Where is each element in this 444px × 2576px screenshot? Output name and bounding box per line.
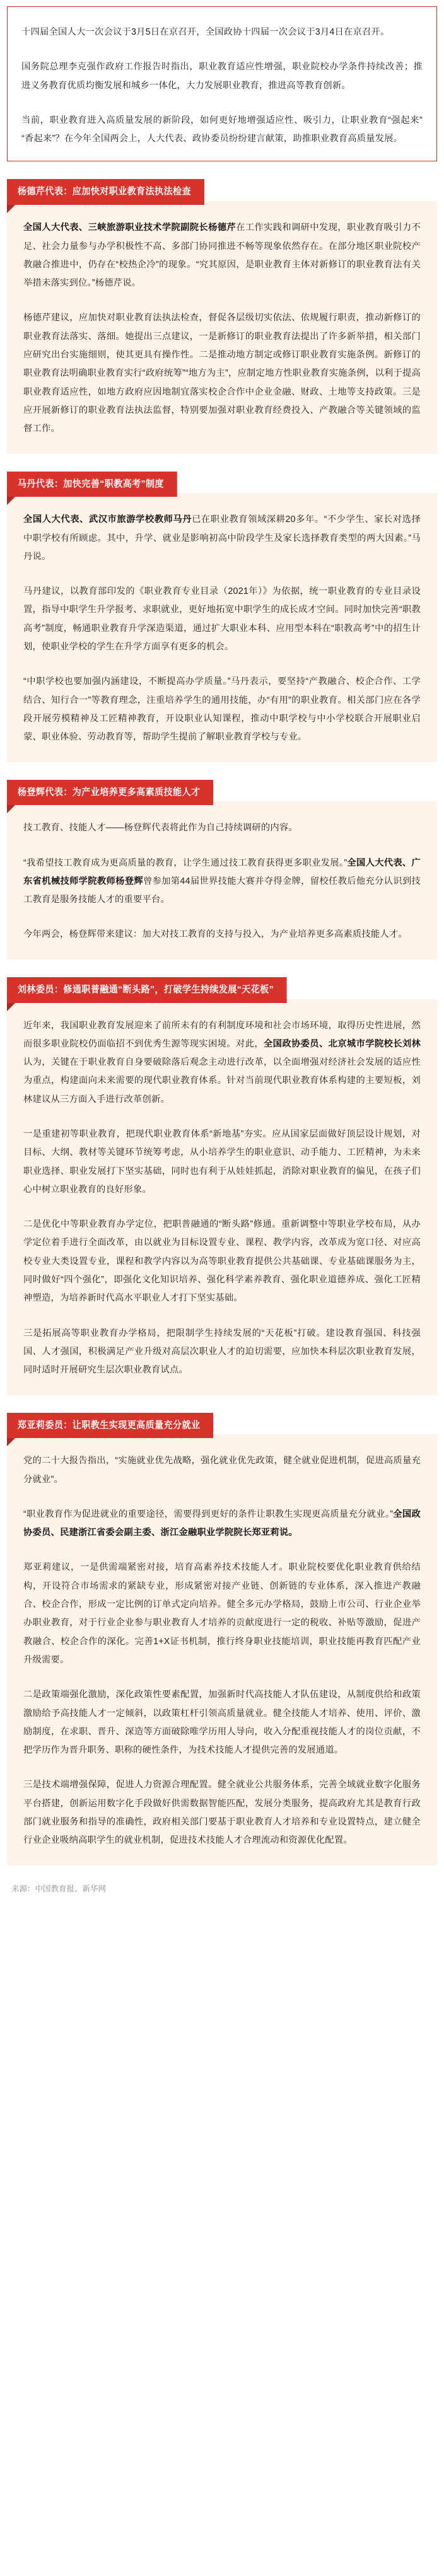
inline-bold-text: 全国政协委员、民建浙江省委会副主委、浙江金融职业学院院长郑亚莉说。 [23, 1509, 421, 1538]
section-yang-denghui [7, 780, 437, 960]
section-heading: 刘林委员：修通职普融通“断头路”，打破学生持续发展“天花板” [7, 977, 287, 1003]
intro-paragraph: 当前，职业教育进入高质量发展的新阶段，如何更好地增强适应性、吸引力，让职业教育“强起来”“香起来”？在今年全国两会上，人大代表、政协委员纷纷建言献策，助推职业教育高质量发展。 [21, 115, 423, 144]
banner-tail-icon [7, 805, 15, 813]
section-zheng-yali [7, 1413, 437, 1865]
section-paragraph [23, 854, 421, 910]
section-ma-dan [7, 472, 437, 762]
paragraph-tail-text: 认为，关键在于职业教育自身要破除落后观念主动进行改革，以全面增强对经济社会发展的适应性为重点，构建面向未来需要的现代职业教育体系。针对当前现代职业教育体系构建的主要短板，刘林建议从三方面入手进行改革创新。 [23, 1057, 421, 1105]
section-paragraph: 一是重建初等职业教育，把现代职业教育体系“新地基”夯实。应从国家层面做好顶层设计规划，对目标、大纲、教材等关键环节统筹考虑，从小培养学生的职业意识、动手能力、工匠精神，为未来职业选择、职业发展打下坚实基础，同时也有利于从娃娃抓起，消除对职业教育的偏见，在孩子们心中树立职业教育的良好形象。 [23, 1128, 421, 1195]
banner-tail-icon [7, 205, 15, 213]
section-heading: 马丹代表：加快完善“职教高考”制度 [7, 472, 177, 497]
paragraph-tail-text: 曾参加第44届世界技能大赛并夺得金牌，留校任教后他充分认识到技工教育是服务技能人才的重要平台。 [23, 876, 421, 905]
section-paragraph: 三是拓展高等职业教育办学格局，把限制学生持续发展的“天花板”打破。建设教育强国、科技强国、人才强国，积极满足产业升级对高层次职业人才的迫切需要，应加快本科层次职业教育发展，同时适时开展研究生层次职业教育试点。 [23, 1328, 421, 1376]
section-body [7, 999, 437, 1395]
section-paragraph: 三是技术端增强保障，促进人力资源合理配置。健全就业公共服务体系，完善全域就业数字化服务平台搭建，创新运用数字化手段做好供需数据智能匹配，发展分类服务，提高政府尤其是教育行政部门就业服务和指导的准确性，政府相关部门要基于职业教育人才培养和专业设置特点，建立健全行业企业吸纳高职学生的就业机制，促进技术技能人才合理流动和资源优化配置。 [23, 1780, 421, 1846]
section-header-wrap [7, 780, 437, 806]
banner-tail-icon [7, 497, 15, 505]
section-paragraph [23, 219, 421, 293]
section-paragraph [23, 511, 421, 566]
article-page [0, 6, 444, 1896]
section-paragraph: 杨德芹建议，应加快对职业教育法执法检查，督促各层级切实依法、依规履行职责，推动新修订的职业教育法落实、落细。她提出三点建议，一是新修订的职业教育法提出了许多新举措，相关部门应研究出台实施细则，使其更具有操作性。二是推动地方制定或修订职业教育实施条例。新修订的职业教育法明确职业教育实行“政府统筹”“地方为主”，应制定地方性职业教育实施条例，以利于提高职业教育适应性，如地方政府应因地制宜落实校企合作中企业金融、财政、土地等支持政策。三是应开展新修订的职业教育法执法监督，特别要加强对职业教育经费投入、产教融合等关键领域的监督工作。 [23, 313, 421, 434]
inline-bold-text: 全国人大代表、广东省机械技师学院教师杨登辉 [23, 857, 421, 886]
section-body [7, 493, 437, 762]
section-header-wrap [7, 1413, 437, 1439]
section-paragraph: “中职学校也要加强内涵建设，不断提高办学质量。”马丹表示，要坚持“产教融合、校企合作、工学结合、知行合一”等教育理念，注重培养学生的通用技能，办“有用”的职业教育。相关部门应在各学段开展劳模精神及工匠精神教育，开设职业认知课程，推动中职学校与中小学校联合开展职业启蒙、职业体验、劳动教育等，帮助学生提前了解职业教育学校与专业。 [23, 676, 421, 743]
section-body [7, 201, 437, 453]
section-heading: 杨登辉代表：为产业培养更多高素质技能人才 [7, 780, 213, 806]
section-header-wrap [7, 977, 437, 1003]
intro-box [7, 6, 437, 161]
paragraph-text: 在工作实践和调研中发现，职业教育吸引力不足、社会力量参与办学积极性不高、多部门协同推进不畅等现象依然存在。在部分地区职业院校产教融合推进中，仍存在“校热企冷”的现象。“究其原因，是职业教育主体对新修订的职业教育法有关举措未落实到位。”杨德芹说。 [23, 223, 421, 289]
section-liu-lin [7, 977, 437, 1395]
section-paragraph: 二是优化中等职业教育办学定位，把职普融通的“断头路”修通。重新调整中等职业学校布局，从办学定位着手进行全面改革，由以就业为目标设置专业、课程、教学内容，改革成为宽口径、对应高校专业大类设置专业，课程和教学内容以为高等职业教育提供公共基础课、专业基础课服务为主，同时做好“四个强化”，即强化文化知识培养、强化科学素养教育、强化职业道德养成、强化工匠精神塑造，为培养新时代高水平职业人才打下坚实基础。 [23, 1219, 421, 1304]
section-paragraph [23, 1506, 421, 1543]
section-paragraph: 马丹建议，以教育部印发的《职业教育专业目录（2021年）》为依据，统一职业教育的专业目录设置，指导中职学生升学报考、求职就业，更好地拓宽中职学生的成长成才空间。同时加快完善“职教高考”制度，畅通职业教育升学深造渠道，通过扩大职业本科、应用型本科在“职教高考”中的招生计划，使职业学校的学生在升学方面享有更多的机会。 [23, 586, 421, 653]
paragraph-text: “职业教育作为促进就业的重要途径，需要得到更好的条件让职教生实现更高质量充分就业。” [23, 1509, 394, 1519]
section-body [7, 1434, 437, 1865]
paragraph-text: 已在职业教育领域深耕20多年。“不少学生、家长对选择中职学校有所顾虑。其中，升学、就业是影响初高中阶段学生及家长选择教育类型的两大因素。”马丹说。 [23, 514, 421, 562]
source-footer: 来源：中国教育报、新华网 [11, 1884, 107, 1893]
section-paragraph [23, 1017, 421, 1109]
section-header-wrap [7, 472, 437, 497]
section-heading: 杨德芹代表：应加快对职业教育法执法检查 [7, 179, 204, 205]
lead-bold-text: 全国人大代表、武汉市旅游学校教师马丹 [23, 514, 192, 525]
paragraph-text: “我希望技工教育成为更高质量的教育，让学生通过技工教育获得更多职业发展。” [23, 857, 348, 868]
intro-paragraph: 十四届全国人大一次会议于3月5日在京召开，全国政协十四届一次会议于3月4日在京召开。 [21, 27, 390, 37]
section-header-wrap [7, 179, 437, 205]
paragraph-text: 近年来，我国职业教育发展迎来了前所未有的有利制度环境和社会市场环境，取得历史性进展，然而很多职业院校仍面临招不到优秀生源等现实困境。对此， [23, 1020, 421, 1049]
lead-bold-text: 全国人大代表、三峡旅游职业技术学院副院长杨德芹 [23, 223, 237, 233]
section-heading: 郑亚莉委员：让职教生实现更高质量充分就业 [7, 1413, 213, 1439]
banner-tail-icon [7, 1438, 15, 1446]
section-paragraph: 技工教育、技能人才——杨登辉代表将此作为自己持续调研的内容。 [23, 823, 298, 833]
section-paragraph: 二是政策端强化激励，深化政策性要素配置，加强新时代高技能人才队伍建设，从制度供给和政策激励给予高技能人才一定倾斜，以政策杠杆引领高质量就业。健全技能人才培养、使用、评价、激励制度，在求职、晋升、深造等方面破除唯学历用人导向，收入分配重视技能人才的岗位贡献，不把学历作为晋升职务、职称的硬性条件，为技术技能人才提供完善的发展通道。 [23, 1690, 421, 1756]
intro-paragraph: 国务院总理李克强作政府工作报告时指出，职业教育适应性增强，职业院校办学条件持续改善；推进义务教育优质均衡发展和城乡一体化，大力发展职业教育，推进高等教育创新。 [21, 62, 423, 91]
banner-tail-icon [7, 1003, 15, 1011]
section-paragraph: 郑亚莉建议，一是供需端紧密对接，培育高素养技术技能人才。职业院校要优化职业教育供给结构，开设符合市场需求的紧缺专业，形成紧密对接产业链、创新链的专业体系，深入推进产教融合、校企合作，形成一定比例的订单式定向培养。健全多元办学格局，鼓励上市公司、行业企业举办职业教育，对于行业企业参与职业教育人才培养的贡献度进行一定的税收、补贴等激励，促进产教融合、校企合作的深化。完善1+X证书机制，推行终身职业技能培训，职业技能再教育匹配产业升级需要。 [23, 1562, 421, 1665]
section-paragraph: 党的二十大报告指出，“实施就业优先战略，强化就业优先政策，健全就业促进机制，促进高质量充分就业”。 [23, 1456, 421, 1485]
inline-bold-text: 全国政协委员、北京城市学院校长刘林 [264, 1038, 421, 1049]
section-yang-deqin [7, 179, 437, 453]
section-paragraph: 今年两会，杨登辉带来建议：加大对技工教育的支持与投入，为产业培养更多高素质技能人才。 [23, 929, 407, 940]
section-body [7, 801, 437, 959]
